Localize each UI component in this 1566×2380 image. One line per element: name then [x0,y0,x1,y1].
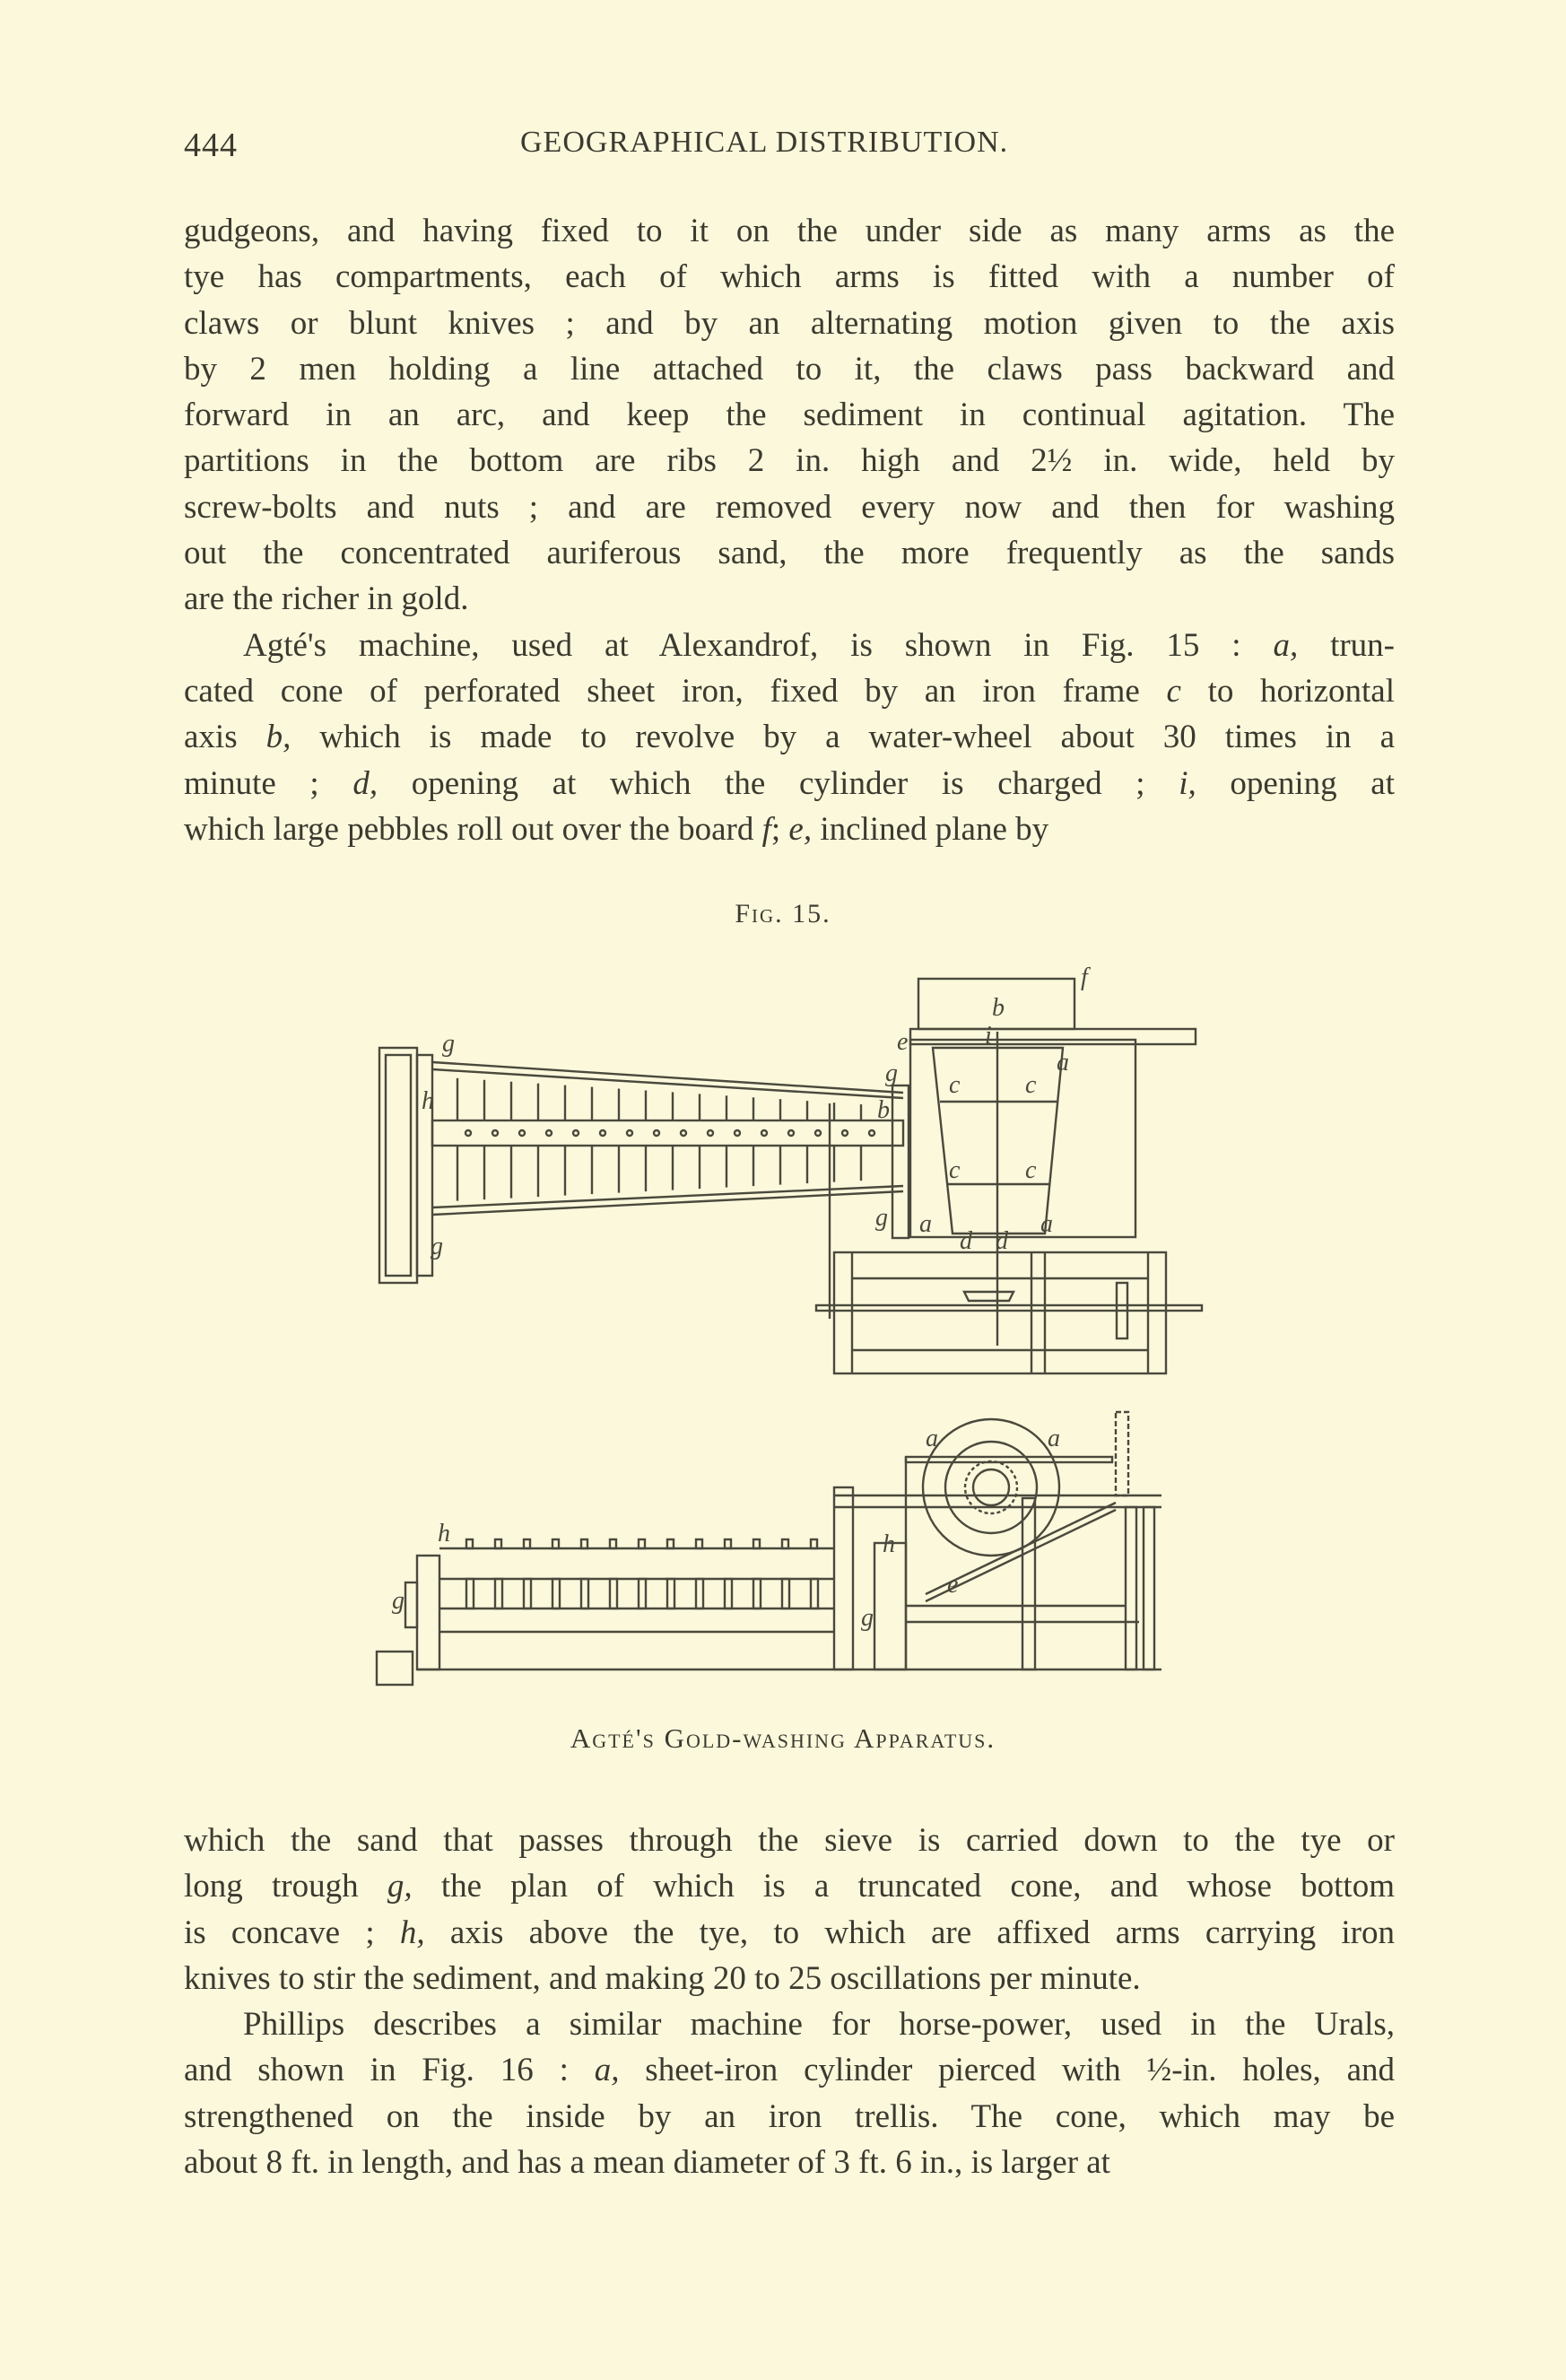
running-head: GEOGRAPHICAL DISTRIBUTION. [520,126,1009,159]
axis-hole [465,1130,471,1136]
trough-arm [725,1579,732,1608]
knife-head [466,1539,473,1548]
svg-text:a: a [1057,1049,1069,1077]
axis-hole [600,1130,605,1136]
text-line: by 2 men holding a line attached to it, the claws pass backward and [184,350,1395,388]
text-line: which large pebbles roll out over the board f; e, inclined plane by [184,810,1049,848]
text-line: and shown in Fig. 16 : a, sheet-iron cylinder pierced with ½-in. holes, and [184,2052,1395,2089]
trough-arm [753,1579,761,1608]
svg-text:c: c [1025,1156,1037,1184]
text-line: claws or blunt knives ; and by an alternating motion given to the axis [184,304,1395,342]
knife-head [495,1539,501,1548]
svg-text:g: g [885,1059,898,1087]
svg-text:b: b [992,994,1005,1022]
svg-text:b: b [877,1096,890,1124]
trough-arm [466,1579,474,1608]
side-view-drawing [377,1412,1161,1685]
trough-arm [811,1579,818,1608]
axis-hole [573,1130,579,1136]
text-line: is concave ; h, axis above the tye, to which are affixed arms carrying iron [184,1914,1395,1951]
axis-hole [735,1130,740,1136]
axis-hole [815,1130,821,1136]
text-line: tye has compartments, each of which arms is fitted with a number of [184,258,1395,296]
body-text-bottom [184,1818,1395,2185]
text-line: are the richer in gold. [184,580,469,618]
text-line: out the concentrated auriferous sand, the more frequently as the sands [184,535,1395,572]
text-line: screw-bolts and nuts ; and are removed every now and then for washing [184,488,1395,526]
trough-arm [667,1579,674,1608]
text-line: minute ; d, opening at which the cylinder is charged ; i, opening at [184,764,1395,802]
text-line: cated cone of perforated sheet iron, fixed by an iron frame c to horizontal [184,672,1395,710]
svg-text:d: d [996,1227,1008,1255]
figure-label: Fig. 15. [735,899,831,928]
knife-head [524,1539,530,1548]
axis-hole [519,1130,525,1136]
svg-text:c: c [1025,1071,1037,1099]
svg-text:f: f [1081,963,1088,991]
knife-head [610,1539,616,1548]
svg-text:a: a [919,1210,932,1238]
axis-hole [627,1130,632,1136]
knife-head [639,1539,645,1548]
trough-arm [581,1579,588,1608]
part-labels [392,963,1091,1632]
axis-hole [869,1130,874,1136]
text-line: Phillips describes a similar machine for horse-power, used in the Urals, [243,2006,1395,2044]
trough-arm [552,1579,560,1608]
top-view-drawing [379,979,1202,1373]
trough-arm [524,1579,531,1608]
svg-text:d: d [960,1227,972,1255]
knife-head [581,1539,587,1548]
svg-text:i: i [985,1022,992,1050]
text-line: about 8 ft. in length, and has a mean diameter of 3 ft. 6 in., is larger at [184,2144,1110,2182]
text-line: gudgeons, and having fixed to it on the under side as many arms as the [184,213,1395,249]
svg-text:a: a [1048,1425,1060,1452]
svg-text:g: g [392,1587,405,1615]
axis-hole [492,1130,498,1136]
page-number: 444 [184,126,238,164]
svg-text:g: g [875,1204,888,1232]
trough-arm [782,1579,789,1608]
axis-hole [761,1130,767,1136]
knife-head [696,1539,702,1548]
knife-head [753,1539,760,1548]
knife-head [725,1539,731,1548]
svg-text:c: c [949,1156,961,1184]
svg-text:a: a [926,1425,938,1452]
trough-arm [610,1579,617,1608]
text-line: forward in an arc, and keep the sediment in continual agitation. The [184,397,1395,434]
svg-text:g: g [431,1233,443,1260]
trough-arm [696,1579,703,1608]
text-line: which the sand that passes through the sieve is carried down to the tye or [184,1822,1395,1859]
text-line: axis b, which is made to revolve by a water-wheel about 30 times in a [184,719,1395,756]
text-line: partitions in the bottom are ribs 2 in. high and 2½ in. wide, held by [184,442,1395,480]
axis-hole [654,1130,659,1136]
text-line: strengthened on the inside by an iron trellis. The cone, which may be [184,2097,1395,2135]
axis-hole [708,1130,713,1136]
text-line: knives to stir the sediment, and making 20 to 25 oscillations per minute. [184,1959,1141,1997]
axis-hole [788,1130,794,1136]
svg-text:c: c [949,1071,961,1099]
trough-arm [495,1579,502,1608]
knife-head [667,1539,674,1548]
svg-text:e: e [897,1028,909,1056]
knife-head [552,1539,559,1548]
axis-hole [681,1130,686,1136]
trough-arm [639,1579,646,1608]
svg-text:h: h [883,1530,895,1558]
axis-hole [546,1130,552,1136]
knife-head [811,1539,817,1548]
svg-text:g: g [442,1030,455,1058]
svg-text:g: g [861,1604,874,1632]
axis-hole [842,1130,848,1136]
svg-text:a: a [1040,1210,1053,1238]
svg-text:h: h [422,1087,434,1115]
knife-head [782,1539,788,1548]
svg-text:e: e [947,1571,959,1599]
svg-text:h: h [438,1520,450,1547]
text-line: long trough g, the plan of which is a truncated cone, and whose bottom [184,1868,1395,1905]
text-line: Agté's machine, used at Alexandrof, is shown in Fig. 15 : a, trun- [243,626,1395,664]
figure-caption: Agté's Gold-washing Apparatus. [570,1722,996,1754]
